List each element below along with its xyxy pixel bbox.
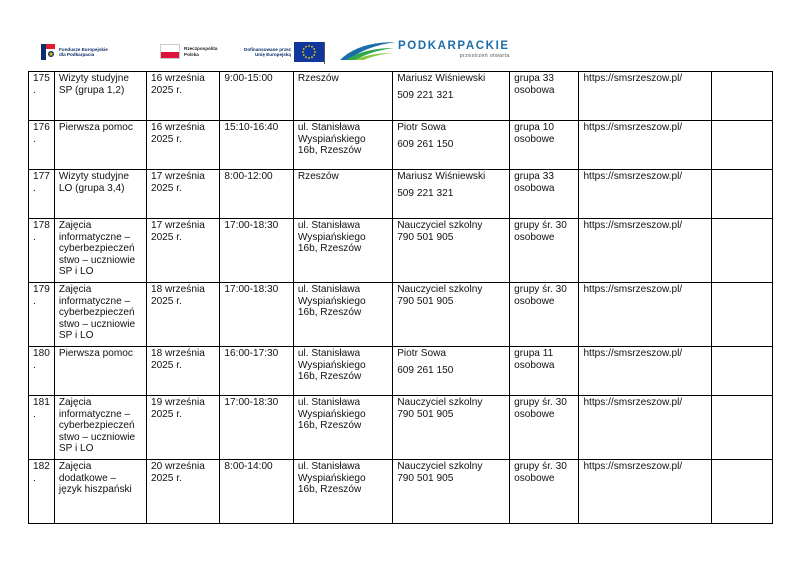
date-cell	[146, 121, 219, 170]
website-link[interactable]: https://smsrzeszow.pl/	[583, 348, 683, 359]
activity-name-cell	[54, 460, 146, 524]
place-line: 16b, Rzeszów	[297, 371, 362, 383]
contact-person-cell	[393, 121, 510, 170]
date-line: 20 września	[150, 461, 205, 472]
website-cell	[579, 283, 711, 347]
group-size-cell	[510, 121, 579, 170]
date-cell	[146, 460, 219, 524]
schedule-body	[29, 72, 773, 524]
group-size-cell	[510, 170, 579, 219]
empty-cell	[711, 170, 772, 219]
group-size-line: grupy śr. 30	[514, 461, 567, 472]
eu-cofunded-logo	[244, 42, 324, 62]
table-row	[29, 460, 773, 524]
activity-name-line: Zajęcia	[58, 284, 92, 295]
place-line: 16b, Rzeszów	[297, 243, 362, 255]
rp-logo-line: Rzeczpospolita	[184, 46, 218, 52]
date-line: 2025 r.	[150, 182, 182, 194]
row-number: 180.	[33, 348, 50, 371]
group-size-line: grupy śr. 30	[514, 397, 567, 408]
contact-person-line: 790 501 905	[397, 472, 454, 484]
row-number: 175.	[33, 73, 50, 96]
row-number-cell	[29, 396, 55, 460]
date-cell	[146, 170, 219, 219]
empty-cell	[711, 396, 772, 460]
contact-person-cell	[393, 170, 510, 219]
date-line: 19 września	[150, 397, 205, 408]
time-range: 9:00-15:00	[224, 73, 273, 84]
group-size-cell	[510, 283, 579, 347]
time-cell	[220, 219, 293, 283]
row-number: 177.	[33, 171, 50, 194]
date-line: 2025 r.	[150, 231, 182, 243]
group-size-cell	[510, 219, 579, 283]
place-cell	[293, 396, 392, 460]
row-number-cell	[29, 121, 55, 170]
contact-person-cell	[393, 283, 510, 347]
contact-person-line: 790 501 905	[397, 231, 454, 243]
website-cell	[579, 72, 711, 121]
website-link[interactable]: https://smsrzeszow.pl/	[583, 284, 683, 295]
group-size-line: osobowa	[514, 182, 555, 194]
fe-logo-line: dla Podkarpacia	[59, 52, 95, 57]
website-link[interactable]: https://smsrzeszow.pl/	[583, 461, 683, 472]
empty-cell	[711, 121, 772, 170]
contact-person-line: Piotr Sowa	[397, 122, 446, 133]
place-cell	[293, 347, 392, 396]
place-line: ul. Stanisława	[297, 348, 361, 359]
activity-name-line: Zajęcia	[58, 397, 92, 408]
contact-person-cell	[393, 72, 510, 121]
activity-name-line: informatyczne –	[58, 408, 131, 420]
time-range: 17:00-18:30	[224, 220, 279, 231]
group-size-line: osobowa	[514, 84, 555, 96]
time-cell	[220, 283, 293, 347]
group-size-cell	[510, 396, 579, 460]
contact-person-line: Piotr Sowa	[397, 348, 446, 359]
activity-name-line: cyberbezpieczeń	[58, 307, 135, 319]
empty-cell	[711, 347, 772, 396]
date-line: 17 września	[150, 220, 205, 231]
empty-cell	[711, 72, 772, 121]
place-line: Wyspiańskiego	[297, 472, 366, 484]
place-line: Wyspiańskiego	[297, 231, 366, 243]
group-size-cell	[510, 460, 579, 524]
logo-bar	[0, 0, 800, 70]
date-line: 2025 r.	[150, 408, 182, 420]
time-cell	[220, 170, 293, 219]
podkarpackie-swoosh-icon	[338, 36, 398, 62]
date-cell	[146, 396, 219, 460]
activity-name-line: SP i LO	[58, 266, 94, 278]
place-line: Wyspiańskiego	[297, 359, 366, 371]
group-size-line: osobowe	[514, 408, 555, 420]
activity-name-line: język hiszpański	[58, 484, 132, 496]
date-line: 2025 r.	[150, 472, 182, 484]
group-size-line: osobowe	[514, 295, 555, 307]
fundusze-europejskie-logo	[40, 42, 108, 62]
time-range: 8:00-12:00	[224, 171, 273, 182]
time-cell	[220, 72, 293, 121]
logo-divider	[324, 42, 325, 64]
activity-name-cell	[54, 121, 146, 170]
activity-name-line: Pierwsza pomoc	[58, 348, 133, 359]
website-cell	[579, 219, 711, 283]
date-line: 2025 r.	[150, 359, 182, 371]
place-line: ul. Stanisława	[297, 284, 361, 295]
place-line: Wyspiańskiego	[297, 133, 366, 145]
contact-phone: 509 221 321	[397, 187, 454, 199]
contact-person-cell	[393, 219, 510, 283]
activity-name-line: dodatkowe –	[58, 472, 117, 484]
place-line: ul. Stanisława	[297, 461, 361, 472]
time-range: 15:10-16:40	[224, 122, 279, 133]
activity-name-line: cyberbezpieczeń	[58, 243, 135, 255]
activity-name-line: stwo – uczniowie	[58, 431, 136, 443]
activity-name-line: stwo – uczniowie	[58, 318, 136, 330]
website-link[interactable]: https://smsrzeszow.pl/	[583, 122, 683, 133]
group-size-cell	[510, 347, 579, 396]
group-size-line: grupy śr. 30	[514, 284, 567, 295]
date-line: 2025 r.	[150, 84, 182, 96]
contact-person-line: Nauczyciel szkolny	[397, 461, 483, 472]
podkarpackie-logo	[338, 36, 510, 62]
polish-flag-icon	[160, 44, 180, 59]
empty-cell	[711, 460, 772, 524]
table-row	[29, 347, 773, 396]
date-line: 18 września	[150, 348, 205, 359]
time-cell	[220, 396, 293, 460]
contact-person-line: Mariusz Wiśniewski	[397, 171, 486, 182]
group-size-line: osobowe	[514, 472, 555, 484]
group-size-line: grupa 33	[514, 73, 554, 84]
place-line: Wyspiańskiego	[297, 408, 366, 420]
row-number: 181.	[33, 397, 50, 420]
date-line: 2025 r.	[150, 133, 182, 145]
contact-person-line: Nauczyciel szkolny	[397, 284, 483, 295]
website-link[interactable]: https://smsrzeszow.pl/	[583, 171, 683, 182]
time-cell	[220, 460, 293, 524]
website-cell	[579, 347, 711, 396]
table-row	[29, 72, 773, 121]
time-range: 8:00-14:00	[224, 461, 273, 472]
activity-name-line: Zajęcia	[58, 220, 92, 231]
row-number-cell	[29, 460, 55, 524]
place-line: 16b, Rzeszów	[297, 145, 362, 157]
table-row	[29, 396, 773, 460]
group-size-cell	[510, 72, 579, 121]
empty-cell	[711, 219, 772, 283]
place-line: Wyspiańskiego	[297, 295, 366, 307]
row-number: 182.	[33, 461, 50, 484]
place-line: ul. Stanisława	[297, 220, 361, 231]
activity-name-cell	[54, 283, 146, 347]
group-size-line: grupa 10	[514, 122, 554, 133]
row-number-cell	[29, 347, 55, 396]
contact-person-line: Nauczyciel szkolny	[397, 397, 483, 408]
place-line: Rzeszów	[297, 73, 339, 84]
time-cell	[220, 347, 293, 396]
place-line: 16b, Rzeszów	[297, 307, 362, 319]
activity-name-line: stwo – uczniowie	[58, 254, 136, 266]
contact-phone: 509 221 321	[397, 89, 454, 101]
podkarpackie-tagline: przestrzeń otwarta	[459, 52, 510, 59]
contact-phone: 609 261 150	[397, 364, 454, 376]
place-line: Rzeszów	[297, 171, 339, 182]
podkarpackie-brand: PODKARPACKIE	[398, 39, 510, 52]
schedule-table	[28, 71, 773, 524]
website-cell	[579, 396, 711, 460]
fe-star-icon	[40, 42, 56, 62]
contact-person-cell	[393, 460, 510, 524]
activity-name-cell	[54, 72, 146, 121]
website-link[interactable]: https://smsrzeszow.pl/	[583, 397, 683, 408]
time-range: 17:00-18:30	[224, 284, 279, 295]
date-line: 17 września	[150, 171, 205, 182]
fe-logo-line: Fundusze Europejskie	[59, 46, 108, 52]
group-size-line: osobowa	[514, 359, 555, 371]
group-size-line: grupa 11	[514, 348, 554, 359]
activity-name-cell	[54, 396, 146, 460]
place-cell	[293, 460, 392, 524]
website-link[interactable]: https://smsrzeszow.pl/	[583, 220, 683, 231]
place-cell	[293, 219, 392, 283]
activity-name-line: SP i LO	[58, 443, 94, 455]
activity-name-cell	[54, 170, 146, 219]
row-number-cell	[29, 170, 55, 219]
place-line: 16b, Rzeszów	[297, 484, 362, 496]
eu-logo-line: Dofinansowane przez	[244, 46, 291, 52]
date-line: 16 września	[150, 122, 205, 133]
row-number-cell	[29, 72, 55, 121]
table-row	[29, 219, 773, 283]
website-cell	[579, 121, 711, 170]
time-cell	[220, 121, 293, 170]
activity-name-line: Wizyty studyjne	[58, 171, 129, 182]
contact-person-line: 790 501 905	[397, 408, 454, 420]
date-line: 16 września	[150, 73, 205, 84]
eu-flag-icon	[294, 42, 324, 62]
website-cell	[579, 170, 711, 219]
date-cell	[146, 72, 219, 121]
place-line: ul. Stanisława	[297, 397, 361, 408]
row-number: 179.	[33, 284, 50, 307]
eu-logo-line: Unię Europejską	[254, 52, 291, 57]
contact-person-line: 790 501 905	[397, 295, 454, 307]
row-number-cell	[29, 219, 55, 283]
date-line: 18 września	[150, 284, 205, 295]
group-size-line: grupy śr. 30	[514, 220, 567, 231]
activity-name-line: LO (grupa 3,4)	[58, 182, 125, 194]
table-row	[29, 170, 773, 219]
contact-person-cell	[393, 396, 510, 460]
contact-person-cell	[393, 347, 510, 396]
table-row	[29, 121, 773, 170]
date-cell	[146, 219, 219, 283]
group-size-line: osobowe	[514, 133, 555, 145]
group-size-line: grupa 33	[514, 171, 554, 182]
website-link[interactable]: https://smsrzeszow.pl/	[583, 73, 683, 84]
date-cell	[146, 283, 219, 347]
contact-person-line: Mariusz Wiśniewski	[397, 73, 486, 84]
date-line: 2025 r.	[150, 295, 182, 307]
place-cell	[293, 283, 392, 347]
place-cell	[293, 170, 392, 219]
activity-name-line: informatyczne –	[58, 295, 131, 307]
contact-person-line: Nauczyciel szkolny	[397, 220, 483, 231]
activity-name-line: Zajęcia	[58, 461, 92, 472]
place-line: 16b, Rzeszów	[297, 420, 362, 432]
contact-phone: 609 261 150	[397, 138, 454, 150]
activity-name-line: Pierwsza pomoc	[58, 122, 133, 133]
row-number: 178.	[33, 220, 50, 243]
time-range: 16:00-17:30	[224, 348, 279, 359]
activity-name-line: SP i LO	[58, 330, 94, 342]
row-number: 176.	[33, 122, 50, 145]
place-cell	[293, 72, 392, 121]
rp-logo-line: Polska	[184, 51, 199, 57]
activity-name-line: informatyczne –	[58, 231, 131, 243]
activity-name-line: Wizyty studyjne	[58, 73, 129, 84]
table-row	[29, 283, 773, 347]
place-line: ul. Stanisława	[297, 122, 361, 133]
place-cell	[293, 121, 392, 170]
group-size-line: osobowe	[514, 231, 555, 243]
rzeczpospolita-polska-logo	[160, 44, 217, 59]
empty-cell	[711, 283, 772, 347]
date-cell	[146, 347, 219, 396]
activity-name-line: cyberbezpieczeń	[58, 420, 135, 432]
activity-name-cell	[54, 347, 146, 396]
website-cell	[579, 460, 711, 524]
activity-name-line: SP (grupa 1,2)	[58, 84, 125, 96]
time-range: 17:00-18:30	[224, 397, 279, 408]
activity-name-cell	[54, 219, 146, 283]
row-number-cell	[29, 283, 55, 347]
